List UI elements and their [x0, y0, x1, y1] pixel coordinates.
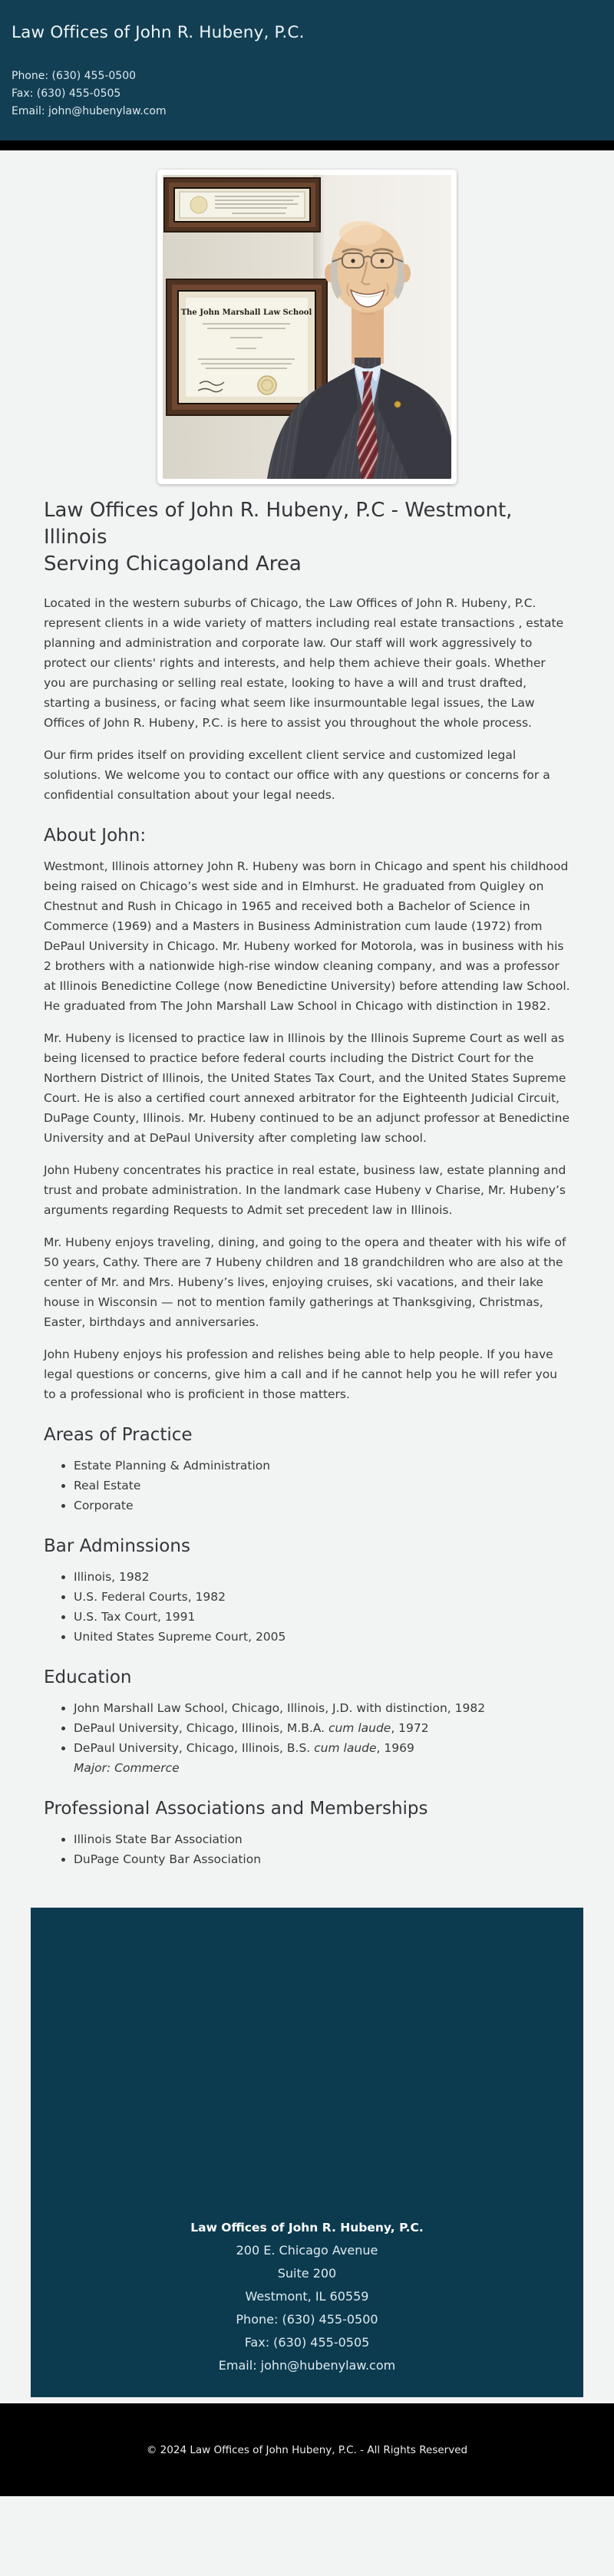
education-list [44, 1698, 570, 1778]
header-contact-block [12, 68, 614, 120]
areas-of-practice-heading: Areas of Practice [44, 1425, 193, 1445]
header-divider-bar [0, 140, 614, 150]
header-email: Email: john@hubenylaw.com [12, 105, 167, 117]
professional-associations-list [44, 1829, 570, 1869]
diploma-frame-top [164, 178, 320, 232]
about-paragraph-1: Westmont, Illinois attorney John R. Hubeny was born in Chicago and spent his childhood being raised on Chicago’s west side and in Elmhurst. He graduated from Quigley on Chestnut and Rush in Chicago in 1965 and received both a Bachelor of Science in Commerce (1969) and a Masters in Business Administration cum laude (1972) from DePaul University in Chicago. Mr. Hubeny worked for Motorola, was in business with his 2 brothers with a nationwide high-rise window cleaning company, and was a professor at Illinois Benedictine College (now Benedictine University) before attending law School. He graduated from The John Marshall Law School in Chicago with distinction in 1982. [44, 859, 570, 1013]
education-heading: Education [44, 1667, 132, 1687]
copyright-text: © 2024 Law Offices of John Hubeny, P.C. - All Rights Reserved [146, 2443, 468, 2456]
footer-firm-name: Law Offices of John R. Hubeny, P.C. [190, 2221, 424, 2235]
footer-contact-box [31, 1908, 583, 2397]
footer-address-line1: 200 E. Chicago Avenue [236, 2243, 378, 2258]
lapel-pin [394, 401, 401, 407]
header-phone: Phone: (630) 455-0500 [12, 70, 137, 82]
intro-paragraph-1: Located in the western suburbs of Chicago, the Law Offices of John R. Hubeny, P.C. represent clients in a wide variety of matters including real estate transactions , estate planning and administration and corporate law. Our staff will work aggressively to protect our clients' rights and interests, and help them achieve their goals. Whether you are purchasing or selling real estate, looking to have a will and trust drafted, starting a business, or facing what seem like insurmountable legal issues, the Law Offices of John R. Hubeny, P.C. is here to assist you throughout the whole process. [44, 596, 564, 730]
list-item: • DePaul University, Chicago, Illinois, B.S. cum laude, 1969 Major: Commerce [74, 1738, 570, 1778]
about-paragraph-4: Mr. Hubeny enjoys traveling, dining, and going to the opera and theater with his wife of 50 years, Cathy. There are 7 Hubeny children and 18 grandchildren who are also at the center of Mr. and Mrs. Hubeny’s lives, enjoying cruises, ski vacations, and their lake house in Wisconsin — not to mention family gatherings at Thanksgiving, Christmas, Easter, birthdays and anniversaries. [44, 1235, 566, 1329]
attorney-photo-illustration [163, 175, 451, 479]
list-item: • Illinois, 1982 [74, 1567, 570, 1587]
list-item: • U.S. Tax Court, 1991 [74, 1607, 570, 1627]
list-item: • Illinois State Bar Association [74, 1829, 570, 1849]
about-paragraph-2: Mr. Hubeny is licensed to practice law in Illinois by the Illinois Supreme Court as well as being licensed to practice before federal courts including the District Court for the Northern District of Illinois, the United States Tax Court, and the United States Supreme Court. He is also a certified court annexed arbitrator for the Eighteenth Judicial Circuit, DuPage County, Illinois. Mr. Hubeny continued to be an adjunct professor at Benedictine University and at DePaul University after completing law school. [44, 1031, 569, 1145]
diploma-title-text: The John Marshall Law School [180, 308, 312, 317]
site-header [0, 0, 614, 140]
footer-email: Email: john@hubenylaw.com [218, 2358, 396, 2373]
header-fax: Fax: (630) 455-0505 [12, 87, 121, 100]
footer-phone: Phone: (630) 455-0500 [236, 2312, 378, 2327]
bar-admissions-heading: Bar Adminssions [44, 1536, 190, 1556]
bar-admissions-list [44, 1567, 570, 1647]
main-content [44, 484, 570, 1901]
list-item: • Corporate [74, 1496, 570, 1516]
professional-associations-heading: Professional Associations and Memberships [44, 1799, 428, 1819]
footer-address-line2: Suite 200 [277, 2266, 337, 2281]
education-major-note: Major: Commerce [74, 1761, 180, 1775]
about-paragraph-3: John Hubeny concentrates his practice in real estate, business law, estate planning and trust and probate administration. In the landmark case Hubeny v Charise, Mr. Hubeny’s arguments regarding Requests to Admit set precedent law in Illinois. [44, 1163, 566, 1217]
about-john-heading: About John: [44, 826, 147, 846]
diploma-frame-john-marshall [167, 279, 327, 415]
list-item: • Real Estate [74, 1476, 570, 1496]
footer-fax: Fax: (630) 455-0505 [244, 2335, 370, 2350]
site-title: Law Offices of John R. Hubeny, P.C. [12, 23, 305, 42]
list-item: • United States Supreme Court, 2005 [74, 1627, 570, 1647]
list-item: • Estate Planning & Administration [74, 1456, 570, 1476]
areas-of-practice-list [44, 1456, 570, 1516]
list-item: • John Marshall Law School, Chicago, Illinois, J.D. with distinction, 1982 [74, 1698, 570, 1718]
about-paragraph-5: John Hubeny enjoys his profession and relishes being able to help people. If you have legal questions or concerns, give him a call and if he cannot help you he will refer you to a professional who is proficient in those matters. [44, 1347, 558, 1401]
page-title-line1: Law Offices of John R. Hubeny, P.C - Westmont, Illinois [44, 499, 513, 549]
copyright-band [0, 2403, 614, 2496]
footer-address-line3: Westmont, IL 60559 [245, 2289, 369, 2304]
intro-paragraph-2: Our firm prides itself on providing excellent client service and customized legal solutions. We welcome you to contact our office with any questions or concerns for a confidential consultation about your legal needs. [44, 748, 550, 802]
page-title-line2: Serving Chicagoland Area [44, 552, 302, 576]
attorney-photo [157, 170, 457, 484]
list-item: • DuPage County Bar Association [74, 1849, 570, 1869]
list-item: • U.S. Federal Courts, 1982 [74, 1587, 570, 1607]
list-item: • DePaul University, Chicago, Illinois, M.B.A. cum laude, 1972 [74, 1718, 570, 1738]
